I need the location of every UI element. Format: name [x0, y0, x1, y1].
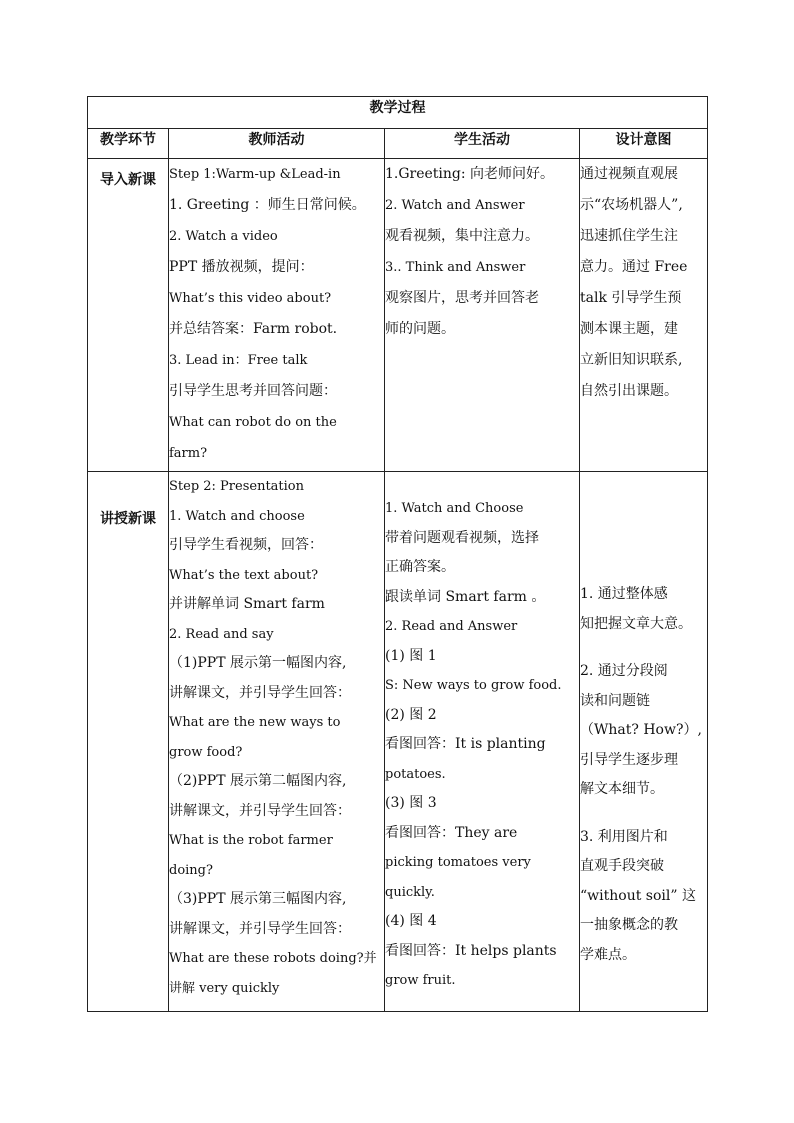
text-line: talk 引导学生预 [580, 290, 682, 306]
text-line: 意力。通过 Free [580, 259, 688, 275]
teaching-process-table [87, 96, 708, 1012]
text-line: 带着问题观看视频，选择 [385, 529, 539, 546]
text-line: 示“农场机器人”, [580, 197, 683, 213]
text-line: 跟读单词 Smart farm 。 [385, 588, 546, 605]
text-line: 学难点。 [580, 946, 636, 963]
header-phase: 教学环节 [88, 129, 169, 159]
text-line: 1. Greeting ：师生日常问候。 [169, 197, 366, 213]
text-line: 直观手段突破 [580, 858, 664, 874]
text-line: 并讲解单词 Smart farm [169, 596, 325, 612]
text-line: Step 2: Presentation [169, 479, 305, 494]
text-line: 讲解 very quickly [169, 980, 280, 996]
text-line: 2. 通过分段阅 [580, 663, 668, 679]
text-line: 2. Read and Answer [385, 619, 518, 634]
text-line: 讲解课文，并引导学生回答： [169, 684, 351, 701]
text-line: 正确答案。 [385, 559, 455, 575]
text-line: 读和问题链 [580, 692, 650, 709]
design-intent-cell [580, 159, 708, 472]
text-line: 1. Watch and choose [169, 508, 305, 524]
text-line: PPT 播放视频，提问： [169, 259, 314, 275]
text-line: 看图回答：It helps plants [385, 942, 557, 959]
text-line: 看图回答：It is planting [385, 736, 546, 752]
phase-cell: 导入新课 [88, 159, 169, 472]
text-line: What’s the text about? [169, 567, 319, 583]
text-line: 师的问题。 [385, 321, 455, 337]
text-line: 观看视频，集中注意力。 [385, 228, 539, 244]
text-line: 2. Read and say [169, 626, 274, 642]
text-line: （3)PPT 展示第三幅图内容, [169, 891, 347, 907]
text-line: 立新旧知识联系, [580, 352, 683, 368]
text-line: S: New ways to grow food. [385, 678, 562, 693]
design-intent-cell [580, 472, 708, 1012]
text-line: 解文本细节。 [580, 781, 664, 797]
text-line: potatoes. [385, 766, 446, 782]
text-line: What are the new ways to [169, 715, 341, 730]
teacher-activity-cell [169, 159, 385, 472]
student-activity-cell [385, 472, 580, 1012]
text-line: （What? How?）, [580, 722, 702, 738]
text-line: quickly. [385, 884, 435, 900]
text-line: 3. 利用图片和 [580, 828, 668, 845]
text-line: 引导学生逐步理 [580, 751, 678, 768]
teacher-activity-cell [169, 472, 385, 1012]
text-line: 看图回答：They are [385, 824, 518, 841]
text-line: 自然引出课题。 [580, 383, 678, 399]
text-line: doing? [169, 862, 213, 878]
text-line: 知把握文章大意。 [580, 615, 692, 632]
text-line: picking tomatoes very [385, 855, 531, 870]
text-line: 讲解课文，并引导学生回答： [169, 802, 351, 819]
table-row [88, 472, 708, 1012]
text-line: What can robot do on the [169, 415, 337, 430]
table-title: 教学过程 [88, 97, 708, 129]
text-line: 观察图片，思考并回答老 [385, 290, 539, 306]
text-line: “without soil” 这 [580, 887, 696, 904]
text-line: 引导学生看视频，回答： [169, 537, 323, 553]
text-line: 测本课主题，建 [580, 321, 678, 337]
text-line: 1.Greeting: 向老师问好。 [385, 166, 555, 182]
text-line: 讲解课文，并引导学生回答： [169, 920, 351, 937]
header-intent: 设计意图 [580, 129, 708, 159]
text-line: 3.. Think and Answer [385, 260, 526, 275]
text-line: (1) 图 1 [385, 647, 437, 664]
header-teacher: 教师活动 [169, 129, 385, 159]
text-line: 并总结答案：Farm robot. [169, 321, 338, 337]
text-line: 2. Watch and Answer [385, 198, 525, 213]
student-activity-cell [385, 159, 580, 472]
text-line: 引导学生思考并回答问题： [169, 383, 337, 399]
text-line: 通过视频直观展 [580, 166, 678, 182]
text-line: 1. 通过整体感 [580, 586, 668, 602]
text-line: farm? [169, 446, 208, 461]
text-line: grow food? [169, 744, 243, 760]
phase-cell: 讲授新课 [88, 472, 169, 1012]
text-line: grow fruit. [385, 973, 456, 988]
text-line: 2. Watch a video [169, 229, 278, 244]
text-line: 3. Lead in：Free talk [169, 353, 308, 368]
header-student: 学生活动 [385, 129, 580, 159]
text-line: What is the robot farmer [169, 833, 333, 848]
text-line: Step 1:Warm-up &Lead-in [169, 167, 341, 182]
text-line: (2) 图 2 [385, 706, 437, 723]
text-line: 1. Watch and Choose [385, 501, 524, 516]
text-line: （2)PPT 展示第二幅图内容, [169, 773, 347, 789]
text-line: What are these robots doing?并 [169, 951, 377, 966]
text-line: What’s this video about? [169, 291, 332, 306]
text-line: 一抽象概念的教 [580, 917, 678, 933]
text-line: （1)PPT 展示第一幅图内容, [169, 655, 347, 671]
text-line: (4) 图 4 [385, 913, 437, 929]
table-row [88, 159, 708, 472]
text-line: 迅速抓住学生注 [580, 228, 678, 244]
text-line: (3) 图 3 [385, 795, 437, 811]
